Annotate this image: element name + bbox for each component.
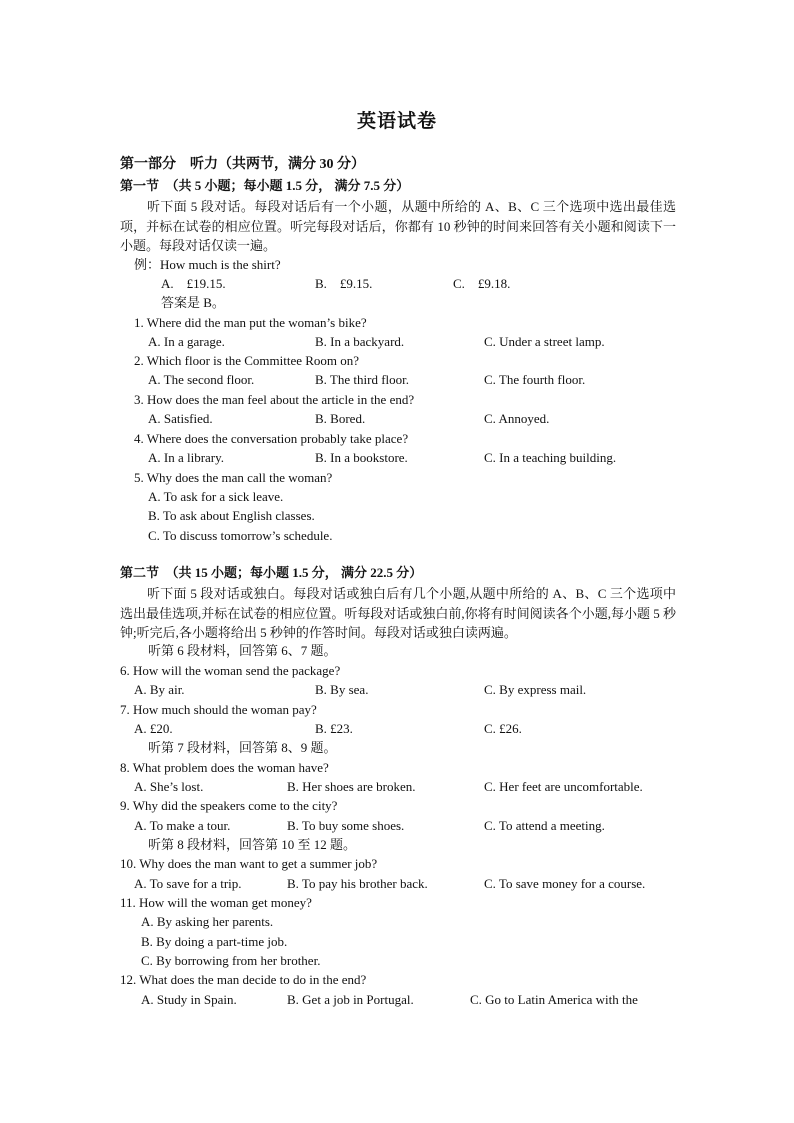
q3-option-b: B. Bored.	[315, 411, 366, 426]
q9-option-a: A. To make a tour.	[134, 818, 231, 833]
q2-option-b: B. The third floor.	[315, 372, 410, 387]
q7-option-c: C. £26.	[484, 721, 522, 736]
q9-option-b: B. To buy some shoes.	[287, 818, 405, 833]
material-6-note: 听第 6 段材料，回答第 6、7 题。	[148, 643, 337, 658]
q4-option-a: A. In a library.	[148, 450, 225, 465]
q10-option-c: C. To save money for a course.	[484, 876, 646, 891]
q5-option-a: A. To ask for a sick leave.	[148, 489, 284, 504]
q8-option-b: B. Her shoes are broken.	[287, 779, 416, 794]
q1-option-b: B. In a backyard.	[315, 334, 405, 349]
q3-option-a: A. Satisfied.	[148, 411, 213, 426]
q6-option-b: B. By sea.	[315, 682, 369, 697]
question-5: 5. Why does the man call the woman?	[134, 470, 333, 485]
question-8: 8. What problem does the woman have?	[120, 760, 329, 775]
question-3: 3. How does the man feel about the article in the end?	[134, 392, 415, 407]
section1-heading: 第一节 （共 5 小题；每小题 1.5 分， 满分 7.5 分）	[120, 178, 410, 193]
q6-option-a: A. By air.	[134, 682, 185, 697]
q9-option-c: C. To attend a meeting.	[484, 818, 605, 833]
example-answer: 答案是 B。	[161, 295, 225, 310]
example-option-c: C. £9.18.	[453, 276, 511, 291]
example-option-b: B. £9.15.	[315, 276, 373, 291]
q12-option-b: B. Get a job in Portugal.	[287, 992, 414, 1007]
q11-option-b: B. By doing a part-time job.	[141, 934, 288, 949]
material-8-note: 听第 8 段材料，回答第 10 至 12 题。	[148, 837, 357, 852]
question-6: 6. How will the woman send the package?	[120, 663, 341, 678]
q2-option-c: C. The fourth floor.	[484, 372, 586, 387]
q2-option-a: A. The second floor.	[148, 372, 255, 387]
q8-option-a: A. She’s lost.	[134, 779, 204, 794]
q11-option-a: A. By asking her parents.	[141, 914, 274, 929]
question-11: 11. How will the woman get money?	[120, 895, 312, 910]
q10-option-a: A. To save for a trip.	[134, 876, 242, 891]
q7-option-b: B. £23.	[315, 721, 353, 736]
q5-option-c: C. To discuss tomorrow’s schedule.	[148, 528, 333, 543]
section2-instructions: 听下面 5 段对话或独白。每段对话或独白后有几个小题,从题中所给的 A、B、C 三个选项中选出最佳选项,并标在试卷的相应位置。听每段对话或独白前,你将有时间阅读各个小题,每小题 5 秒钟;听完后,各小题将给出 5 秒钟的作答时间。每段对话或独白读两遍。	[120, 586, 676, 640]
q7-option-a: A. £20.	[134, 721, 173, 736]
q12-option-a: A. Study in Spain.	[141, 992, 237, 1007]
q10-option-b: B. To pay his brother back.	[287, 876, 428, 891]
example-question: 例：How much is the shirt?	[134, 257, 281, 272]
section2-heading: 第二节 （共 15 小题；每小题 1.5 分， 满分 22.5 分）	[120, 565, 423, 580]
question-12: 12. What does the man decide to do in the end?	[120, 972, 367, 987]
q5-option-b: B. To ask about English classes.	[148, 508, 315, 523]
question-2: 2. Which floor is the Committee Room on?	[134, 353, 360, 368]
q4-option-b: B. In a bookstore.	[315, 450, 408, 465]
question-9: 9. Why did the speakers come to the city?	[120, 798, 338, 813]
q3-option-c: C. Annoyed.	[484, 411, 550, 426]
question-4: 4. Where does the conversation probably take place?	[134, 431, 409, 446]
material-7-note: 听第 7 段材料，回答第 8、9 题。	[148, 740, 337, 755]
q1-option-a: A. In a garage.	[148, 334, 225, 349]
section1-instructions: 听下面 5 段对话。每段对话后有一个小题，从题中所给的 A、B、C 三个选项中选出最佳选项，并标在试卷的相应位置。听完每段对话后，你都有 10 秒钟的时间来回答有关小题和阅读下一小题。每段对话仅读一遍。	[120, 199, 676, 253]
q4-option-c: C. In a teaching building.	[484, 450, 617, 465]
question-10: 10. Why does the man want to get a summer job?	[120, 856, 378, 871]
example-option-a: A. £19.15.	[161, 276, 226, 291]
q11-option-c: C. By borrowing from her brother.	[141, 953, 321, 968]
part1-heading: 第一部分 听力（共两节，满分 30 分）	[120, 157, 365, 172]
page-title: 英语试卷	[356, 111, 437, 132]
q8-option-c: C. Her feet are uncomfortable.	[484, 779, 643, 794]
question-7: 7. How much should the woman pay?	[120, 702, 317, 717]
q12-option-c: C. Go to Latin America with the	[470, 992, 638, 1007]
q1-option-c: C. Under a street lamp.	[484, 334, 605, 349]
question-1: 1. Where did the man put the woman’s bike?	[134, 315, 367, 330]
q6-option-c: C. By express mail.	[484, 682, 587, 697]
